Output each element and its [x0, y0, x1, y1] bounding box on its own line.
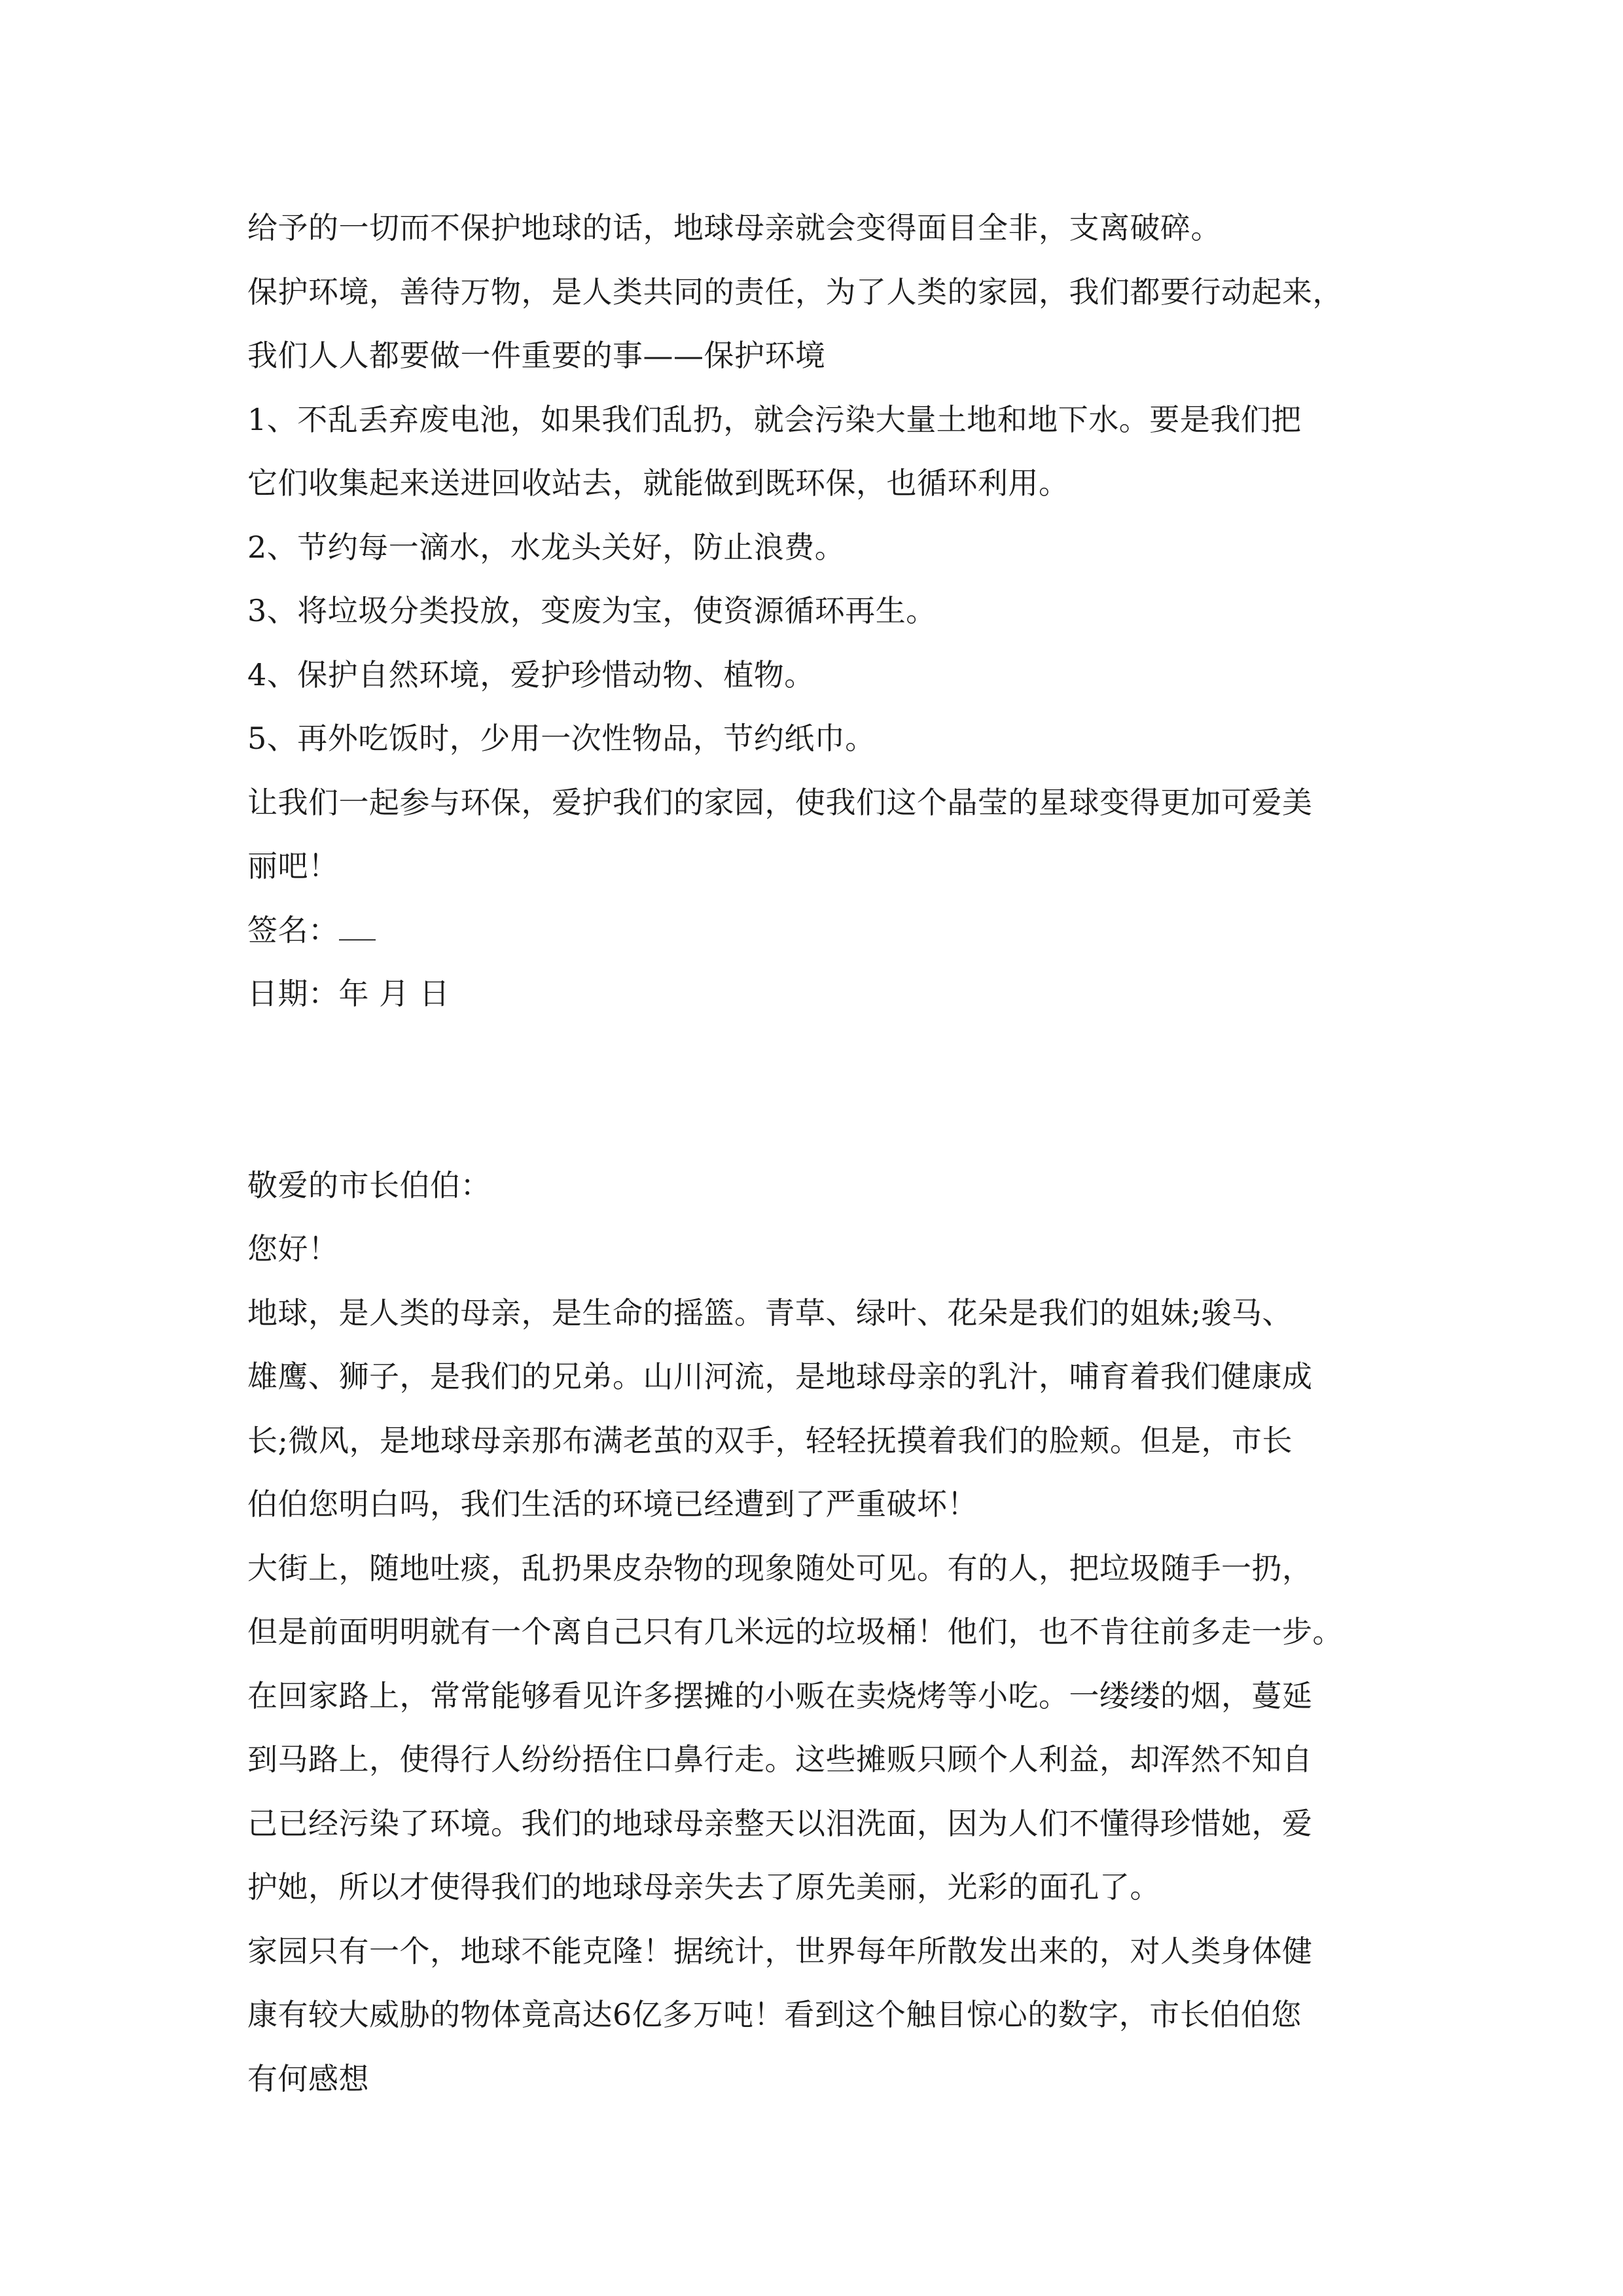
list-item-4: 4、保护自然环境，爱护珍惜动物、植物。 — [247, 656, 815, 692]
paragraph-line: 保护环境，善待万物，是人类共同的责任，为了人类的家园，我们都要行动起来， — [247, 274, 1343, 310]
section-gap — [247, 1026, 1386, 1154]
list-item-1-line: 1、不乱丢弃废电池，如果我们乱扔，就会污染大量土地和地下水。要是我们把 — [247, 401, 1302, 437]
paragraph-line: 到马路上，使得行人纷纷捂住口鼻行走。这些摊贩只顾个人利益，却浑然不知自 — [247, 1742, 1313, 1777]
signature-blank — [339, 913, 376, 941]
paragraph-line: 己已经污染了环境。我们的地球母亲整天以泪洗面，因为人们不懂得珍惜她，爱 — [247, 1805, 1313, 1841]
document-body — [247, 196, 1386, 2111]
closing-line: 丽吧！ — [247, 848, 339, 884]
paragraph-line: 长;微风，是地球母亲那布满老茧的双手，轻轻抚摸着我们的脸颊。但是，市长 — [247, 1422, 1293, 1458]
paragraph-line: 但是前面明明就有一个离自己只有几米远的垃圾桶！他们，也不肯往前多走一步。 — [247, 1614, 1343, 1649]
paragraph-line: 家园只有一个，地球不能克隆！据统计，世界每年所散发出来的，对人类身体健 — [247, 1933, 1313, 1969]
paragraph-line: 伯伯您明白吗，我们生活的环境已经遭到了严重破坏！ — [247, 1486, 978, 1522]
signature-line — [247, 899, 1386, 963]
signature-label: 签名： — [247, 912, 339, 948]
letter-salutation: 敬爱的市长伯伯： — [247, 1167, 491, 1203]
letter-greeting: 您好！ — [247, 1231, 339, 1266]
closing-line: 让我们一起参与环保，爱护我们的家园，使我们这个晶莹的星球变得更加可爱美 — [247, 784, 1313, 820]
list-item-5: 5、再外吃饭时，少用一次性物品，节约纸巾。 — [247, 721, 876, 756]
list-item-2: 2、节约每一滴水，水龙头关好，防止浪费。 — [247, 529, 846, 565]
list-item-3: 3、将垃圾分类投放，变废为宝，使资源循环再生。 — [247, 593, 936, 628]
paragraph-line: 地球，是人类的母亲，是生命的摇篮。青草、绿叶、花朵是我们的姐妹;骏马、 — [247, 1295, 1293, 1331]
paragraph-line: 有何感想 — [247, 2060, 369, 2096]
paragraph-line: 康有较大威胁的物体竟高达6亿多万吨！看到这个触目惊心的数字，市长伯伯您 — [247, 1997, 1302, 2032]
paragraph-line: 给予的一切而不保护地球的话，地球母亲就会变得面目全非，支离破碎。 — [247, 210, 1221, 245]
paragraph-line: 大街上，随地吐痰，乱扔果皮杂物的现象随处可见。有的人，把垃圾随手一扔， — [247, 1550, 1313, 1586]
paragraph-line: 雄鹰、狮子，是我们的兄弟。山川河流，是地球母亲的乳汁，哺育着我们健康成 — [247, 1359, 1313, 1394]
paragraph-line: 在回家路上，常常能够看见许多摆摊的小贩在卖烧烤等小吃。一缕缕的烟，蔓延 — [247, 1677, 1313, 1713]
paragraph-line: 我们人人都要做一件重要的事——保护环境 — [247, 338, 826, 373]
date-line: 日期：年 月 日 — [247, 976, 450, 1011]
list-item-1-line: 它们收集起来送进回收站去，就能做到既环保，也循环利用。 — [247, 465, 1069, 501]
paragraph-line: 护她，所以才使得我们的地球母亲失去了原先美丽，光彩的面孔了。 — [247, 1869, 1160, 1905]
